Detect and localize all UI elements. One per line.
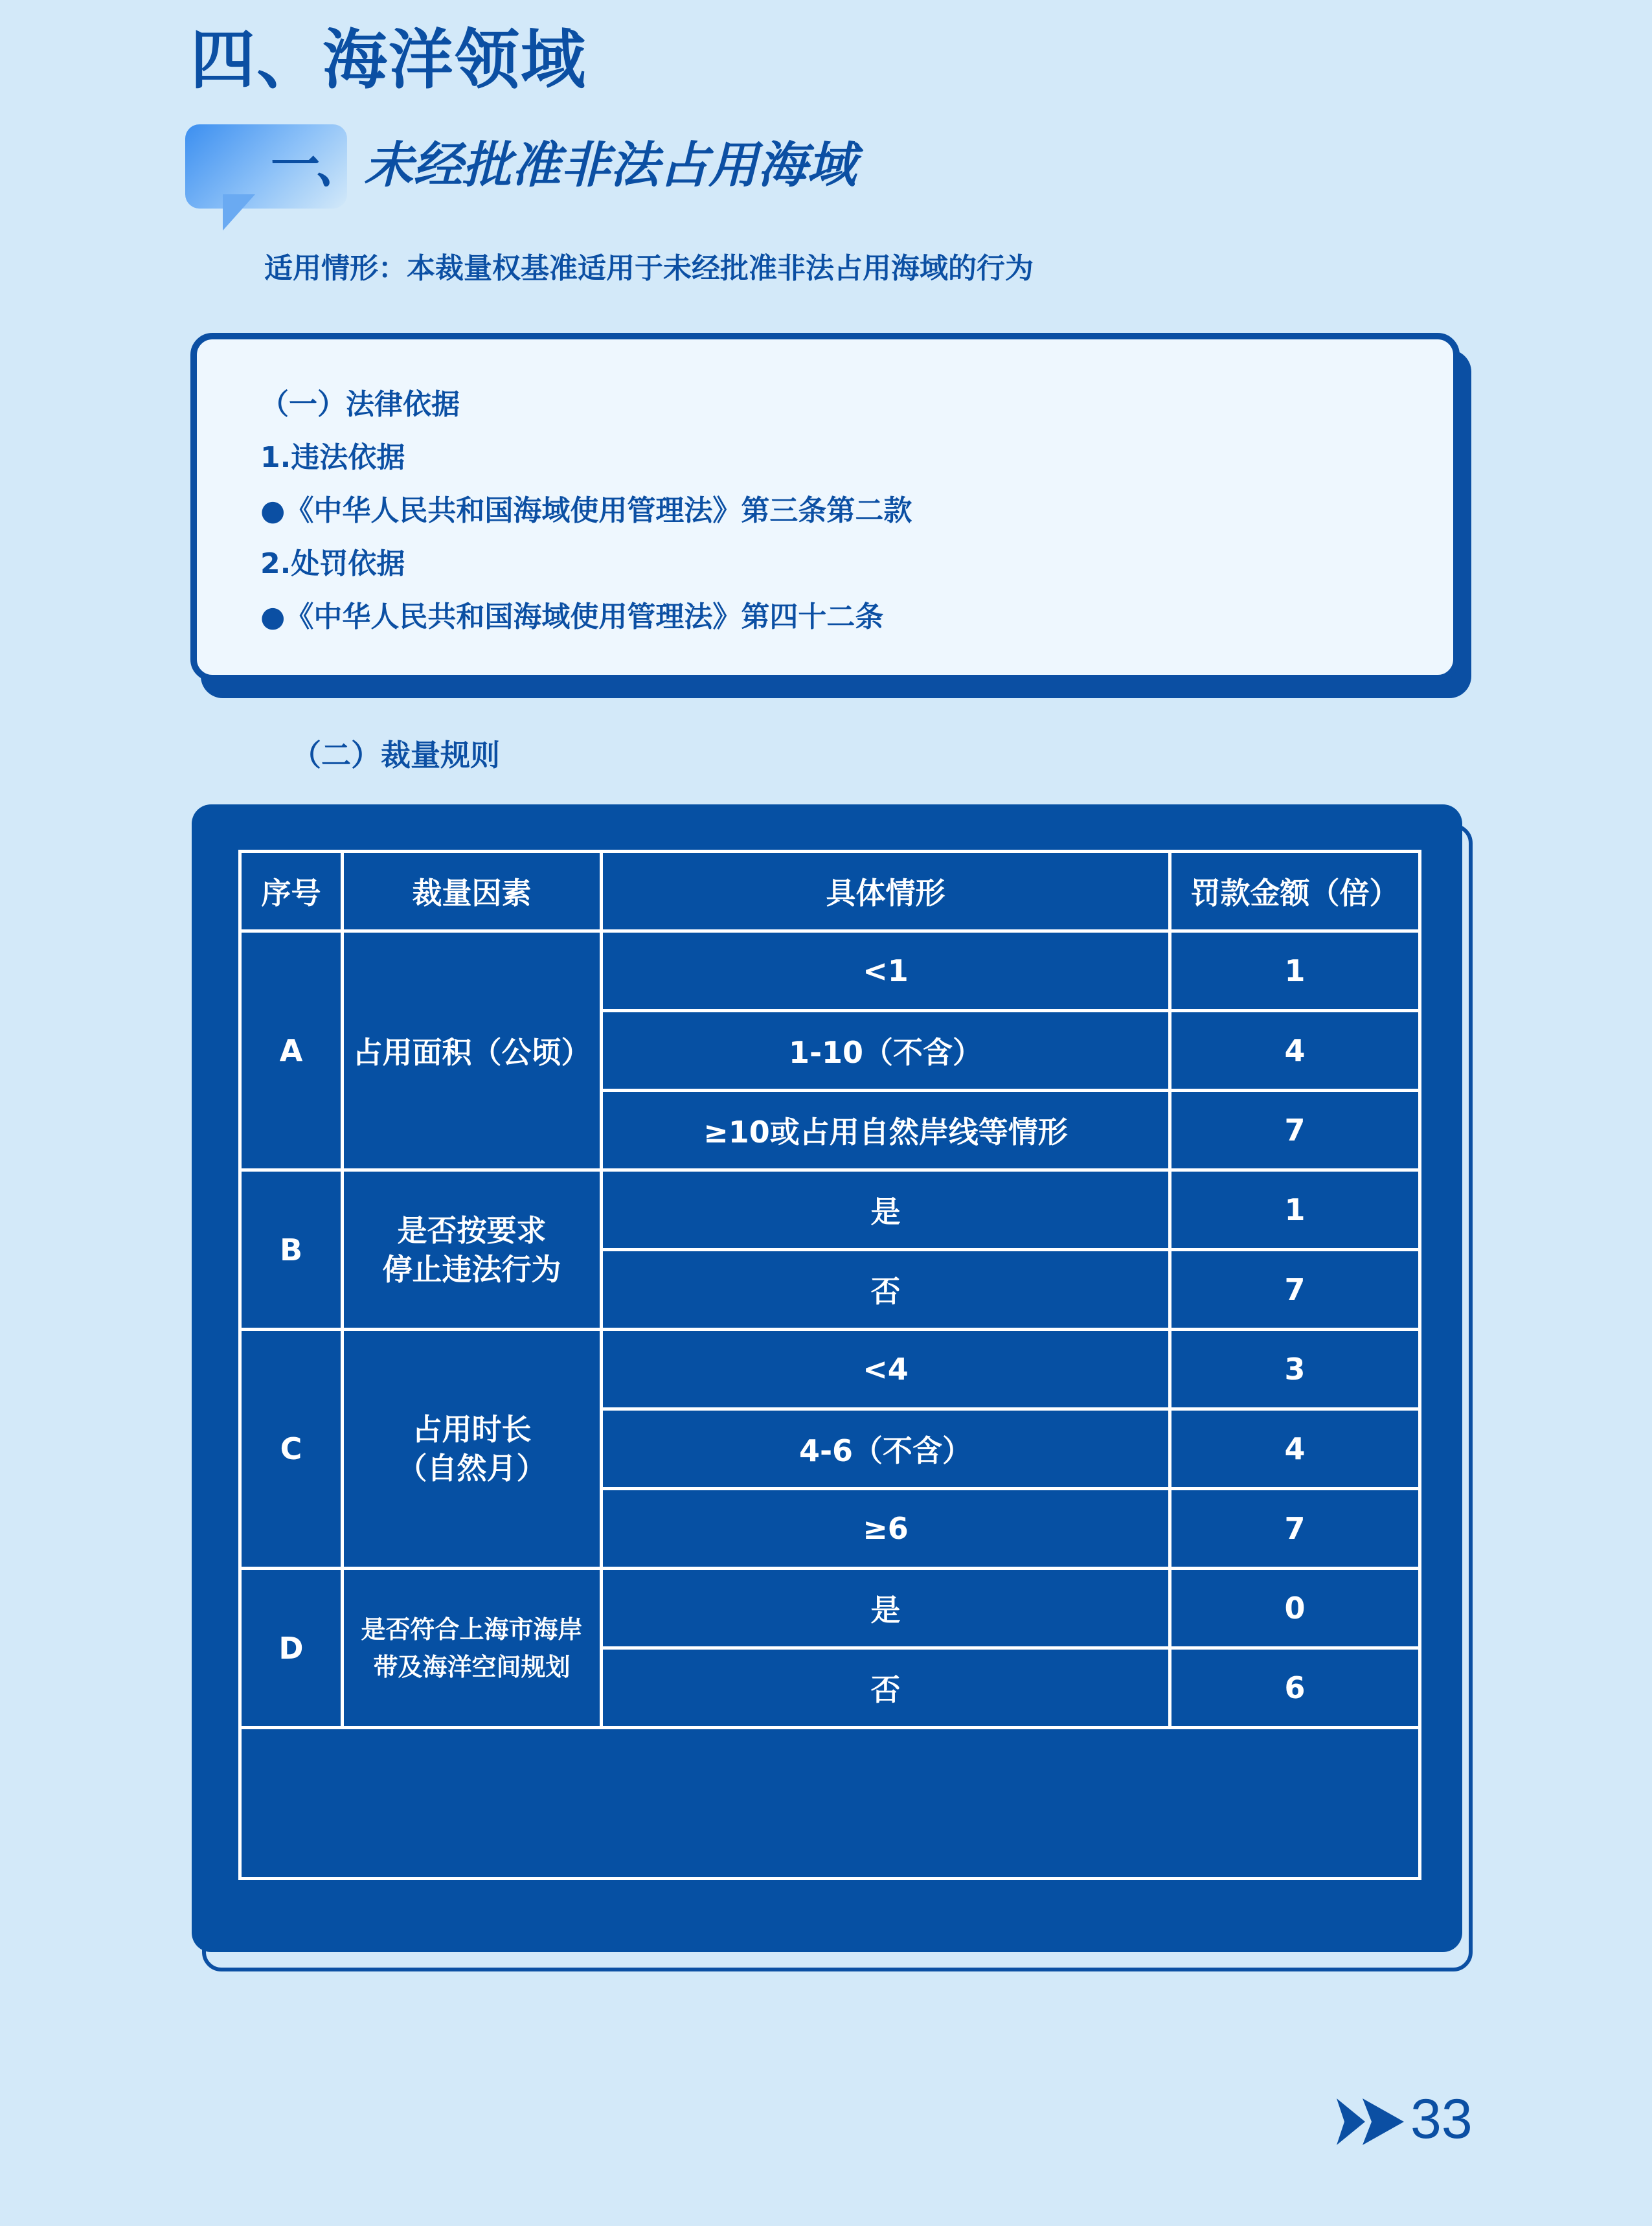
factor-line: 是否按要求: [397, 1212, 547, 1248]
page-title: 四、海洋领域: [190, 22, 587, 98]
section-badge-tail: [223, 194, 255, 231]
row-id: C: [240, 1330, 343, 1569]
row-fine: 6: [1170, 1648, 1420, 1728]
page-number: 33: [1410, 2088, 1473, 2150]
legal-basis-item: 1.违法依据: [260, 441, 405, 474]
row-fine: 0: [1170, 1569, 1420, 1648]
row-situation: 1-10（不含）: [602, 1011, 1170, 1091]
legal-basis-item: ●《中华人民共和国海域使用管理法》第三条第二款: [260, 494, 912, 527]
row-situation: 是: [602, 1569, 1170, 1648]
double-arrow-icon: [1337, 2096, 1407, 2148]
row-fine: 4: [1170, 1409, 1420, 1489]
row-situation: 否: [602, 1250, 1170, 1330]
row-id: A: [240, 931, 343, 1170]
empty-cell: [240, 1728, 1420, 1879]
row-fine: 7: [1170, 1091, 1420, 1170]
section-title: 一、未经批准非法占用海域: [266, 136, 856, 194]
table-row: [240, 931, 1420, 1011]
rules-table: [238, 850, 1421, 1880]
legal-basis-heading: （一）法律依据: [260, 388, 460, 421]
row-fine: 3: [1170, 1330, 1420, 1409]
header-situation: 具体情形: [602, 852, 1170, 931]
rules-heading: （二）裁量规则: [291, 738, 500, 773]
row-factor: [343, 1170, 602, 1330]
legal-basis-item: 2.处罚依据: [260, 547, 405, 580]
row-situation: 否: [602, 1648, 1170, 1728]
row-situation: <4: [602, 1330, 1170, 1409]
row-fine: 7: [1170, 1250, 1420, 1330]
row-situation: <1: [602, 931, 1170, 1011]
table-row: [240, 1330, 1420, 1409]
row-situation: 4-6（不含）: [602, 1409, 1170, 1489]
legal-basis-item: ●《中华人民共和国海域使用管理法》第四十二条: [260, 600, 884, 633]
row-situation: ≥6: [602, 1489, 1170, 1569]
header-fine: 罚款金额（倍）: [1170, 852, 1420, 931]
header-factor: 裁量因素: [343, 852, 602, 931]
row-factor: [343, 1330, 602, 1569]
factor-line: 占用时长: [412, 1412, 532, 1447]
row-fine: 1: [1170, 1170, 1420, 1250]
table-header-row: [240, 852, 1420, 931]
scope-text: 适用情形：本裁量权基准适用于未经批准非法占用海域的行为: [264, 252, 1034, 285]
row-id: D: [240, 1569, 343, 1728]
table-row: [240, 1569, 1420, 1648]
row-fine: 4: [1170, 1011, 1420, 1091]
row-fine: 7: [1170, 1489, 1420, 1569]
row-situation: ≥10或占用自然岸线等情形: [602, 1091, 1170, 1170]
row-factor: 占用面积（公顷）: [343, 931, 602, 1170]
factor-line: （自然月）: [397, 1451, 547, 1486]
row-fine: 1: [1170, 931, 1420, 1011]
factor-line: 是否符合上海市海岸: [361, 1615, 583, 1644]
header-index: 序号: [240, 852, 343, 931]
factor-line: 停止违法行为: [382, 1251, 561, 1287]
row-factor: [343, 1569, 602, 1728]
row-situation: 是: [602, 1170, 1170, 1250]
table-empty-row: [240, 1728, 1420, 1879]
table-row: [240, 1170, 1420, 1250]
row-id: B: [240, 1170, 343, 1330]
factor-line: 带及海洋空间规划: [373, 1652, 571, 1681]
